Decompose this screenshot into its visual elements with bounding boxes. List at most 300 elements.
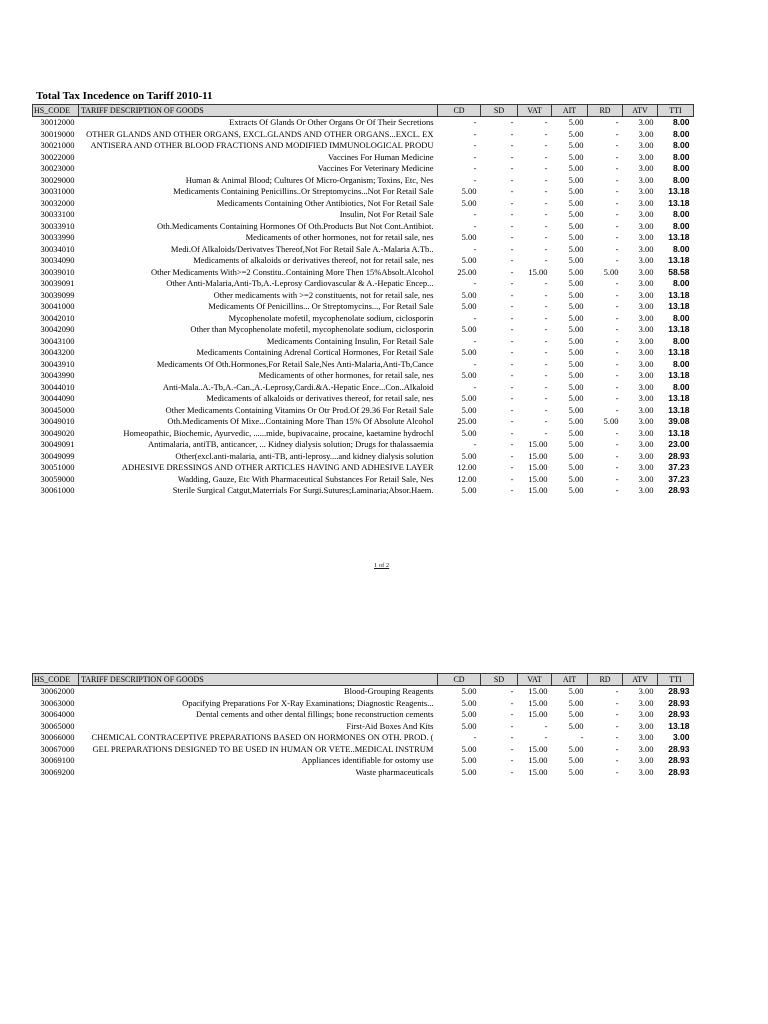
description-cell: Medicaments of other hormones, not for retail sale, nes [245,232,434,242]
atv-cell: 3.00 [638,335,654,346]
description-cell: OTHER GLANDS AND OTHER ORGANS, EXCL.GLANDS AND OTHER ORGANS...EXCL. EX [86,128,434,139]
description-cell: Opacifying Preparations For X-Ray Examinations; Diagnostic Reagents... [182,697,434,708]
hs-code-cell: 30033100 [40,209,75,219]
table-row [33,152,694,164]
description-cell: CHEMICAL CONTRACEPTIVE PREPARATIONS BASED ON HORMONES ON OTH. PROD. ( [91,732,434,742]
cd-cell: 5.00 [461,186,477,196]
table-row [33,117,694,129]
tti-cell: 8.00 [672,243,690,254]
tti-cell: 8.00 [672,220,690,231]
sd-cell: - [510,404,514,415]
description-cell: Oth.Medicaments Of Mixe...Containing More Than 15% Of Absolute Alcohol [167,416,434,426]
rd-cell: - [615,289,619,300]
ait-cell: 5.00 [568,347,584,357]
atv-cell: 3.00 [638,347,654,357]
hs-code-cell: 30063000 [40,697,75,708]
vat-cell: - [544,324,548,334]
column-header-atv: ATV [623,105,658,117]
cd-cell: - [473,209,477,219]
sd-cell: - [510,278,514,288]
rd-cell: - [615,197,619,208]
description-cell: Other than Mycophenolate mofetil, mycophenolate sodium, ciclosporin [190,324,434,334]
table-row [33,313,694,325]
column-header-rd: RD [588,105,623,117]
sd-cell: - [510,462,514,472]
table-row [33,244,694,256]
tti-cell: 8.00 [672,381,690,392]
atv-cell: 3.00 [638,186,654,196]
rd-cell: - [615,243,619,254]
cd-cell: 5.00 [461,197,477,208]
ait-cell: 5.00 [568,686,584,696]
cd-cell: 5.00 [461,427,477,438]
atv-cell: 3.00 [638,381,654,392]
ait-cell: 5.00 [568,473,584,484]
table-row [33,301,694,313]
hs-code-cell: 30019000 [40,128,75,139]
cd-cell: - [473,117,477,127]
tti-cell: 23.00 [668,439,690,449]
table-row [33,290,694,302]
rd-cell: - [615,324,619,334]
tti-cell: 37.23 [668,473,690,484]
tti-cell: 8.00 [672,140,690,150]
table-row [33,732,694,744]
rd-cell: - [615,755,619,765]
vat-cell: - [544,255,548,265]
cd-cell: 12.00 [457,462,477,472]
atv-cell: 3.00 [638,416,654,426]
column-header-sd: SD [481,674,518,686]
sd-cell: - [510,766,514,777]
hs-code-cell: 30044090 [40,393,75,403]
tti-cell: 28.93 [668,743,690,754]
vat-cell: - [544,427,548,438]
sd-cell: - [510,128,514,139]
rd-cell: - [615,766,619,777]
description-cell: GEL PREPARATIONS DESIGNED TO BE USED IN HUMAN OR VETE..MEDICAL INSTRUM [92,743,434,754]
column-header-vat: VAT [518,674,552,686]
vat-cell: - [544,301,548,311]
sd-cell: - [510,197,514,208]
rd-cell: - [615,370,619,380]
atv-cell: 3.00 [638,301,654,311]
document-title: Total Tax Incedence on Tariff 2010-11 [36,90,213,102]
vat-cell: - [544,370,548,380]
sd-cell: - [510,393,514,403]
table-row [33,186,694,198]
sd-cell: - [510,416,514,426]
table-row [33,267,694,279]
vat-cell: 15.00 [528,450,548,461]
hs-code-cell: 30069200 [40,766,75,777]
hs-code-cell: 30034010 [40,243,75,254]
atv-cell: 3.00 [638,289,654,300]
vat-cell: - [544,209,548,219]
description-cell: Other Anti-Malaria,Anti-Tb,A.-Leprosy Cardiovascular & A.-Hepatic Encep... [166,278,434,288]
description-cell: Medicaments Containing Insulin, For Retail Sale [266,335,434,346]
sd-cell: - [510,209,514,219]
sd-cell: - [510,755,514,765]
ait-cell: 5.00 [568,151,584,162]
table-row [33,709,694,721]
description-cell: Anti-Mala..A.-Tb,A.-Can.,A.-Leprosy,Cardi.&A.-Hepatic Ence...Con..Alkaloid [162,381,434,392]
tti-cell: 8.00 [672,358,690,369]
description-cell: Medicaments Of Penicillins... Or Streptomycins..., For Retail Sale [208,301,434,311]
hs-code-cell: 30034090 [40,255,75,265]
cd-cell: 5.00 [461,686,477,696]
hs-code-cell: 30049020 [40,427,75,438]
description-cell: Wadding, Gauze, Etc With Pharmaceutical Substances For Retail Sale, Nes [177,473,434,484]
hs-code-cell: 30044010 [40,381,75,392]
table-row [33,359,694,371]
table-row [33,755,694,767]
cd-cell: - [473,128,477,139]
vat-cell: - [544,404,548,415]
hs-code-cell: 30061000 [40,485,75,495]
tti-cell: 13.18 [668,197,690,208]
vat-cell: - [544,732,548,742]
rd-cell: - [615,697,619,708]
tti-cell: 8.00 [672,151,690,162]
sd-cell: - [510,266,514,277]
ait-cell: 5.00 [568,163,584,173]
atv-cell: 3.00 [638,174,654,185]
ait-cell: 5.00 [568,128,584,139]
hs-code-cell: 30039010 [40,266,75,277]
sd-cell: - [510,312,514,323]
rd-cell: - [615,709,619,719]
table-row [33,393,694,405]
rd-cell: - [615,163,619,173]
hs-code-cell: 30051000 [40,462,75,472]
sd-cell: - [510,140,514,150]
description-cell: Oth.Medicaments Containing Hormones Of Oth.Products But Not Cont.Antibiot. [157,220,434,231]
table-row [33,405,694,417]
cd-cell: 5.00 [461,324,477,334]
atv-cell: 3.00 [638,485,654,495]
hs-code-cell: 30012000 [40,117,75,127]
atv-cell: 3.00 [638,766,654,777]
cd-cell: 5.00 [461,404,477,415]
rd-cell: - [615,220,619,231]
rd-cell: - [615,301,619,311]
hs-code-cell: 30033910 [40,220,75,231]
cd-cell: 5.00 [461,755,477,765]
cd-cell: - [473,278,477,288]
hs-code-cell: 30029000 [40,174,75,185]
ait-cell: 5.00 [568,427,584,438]
sd-cell: - [510,151,514,162]
hs-code-cell: 30022000 [40,151,75,162]
tti-cell: 13.18 [668,324,690,334]
tti-cell: 13.18 [668,232,690,242]
rd-cell: - [615,186,619,196]
cd-cell: 5.00 [461,720,477,731]
vat-cell: - [544,289,548,300]
sd-cell: - [510,220,514,231]
tti-cell: 8.00 [672,335,690,346]
description-cell: Dental cements and other dental fillings; bone reconstruction cements [196,709,434,719]
ait-cell: 5.00 [568,358,584,369]
cd-cell: - [473,151,477,162]
column-header-cd: CD [438,105,481,117]
sd-cell: - [510,473,514,484]
atv-cell: 3.00 [638,232,654,242]
vat-cell: - [544,151,548,162]
sd-cell: - [510,697,514,708]
hs-code-cell: 30065000 [40,720,75,731]
vat-cell: 15.00 [528,709,548,719]
description-cell: Insulin, Not For Retail Sale [339,209,434,219]
cd-cell: 12.00 [457,473,477,484]
sd-cell: - [510,324,514,334]
table-row [33,767,694,779]
rd-cell: - [615,347,619,357]
tti-cell: 8.00 [672,209,690,219]
tti-cell: 3.00 [672,732,690,742]
vat-cell: - [544,243,548,254]
rd-cell: - [615,335,619,346]
hs-code-cell: 30041000 [40,301,75,311]
rd-cell: - [615,174,619,185]
sd-cell: - [510,174,514,185]
description-cell: Mycophenolate mofetil, mycophenolate sodium, ciclosporin [228,312,434,323]
ait-cell: 5.00 [568,140,584,150]
hs-code-cell: 30043990 [40,370,75,380]
rd-cell: - [615,151,619,162]
description-cell: First-Aid Boxes And Kits [346,720,434,731]
rd-cell: - [615,404,619,415]
cd-cell: 5.00 [461,450,477,461]
tti-cell: 28.93 [668,450,690,461]
vat-cell: 15.00 [528,686,548,696]
ait-cell: 5.00 [568,404,584,415]
sd-cell: - [510,255,514,265]
vat-cell: - [544,163,548,173]
sd-cell: - [510,686,514,696]
description-cell: Medicaments of alkaloids or derivatives thereof, not for retail sale, nes [193,255,434,265]
description-cell: Vaccines For Human Medicine [327,151,434,162]
tti-cell: 39.08 [668,416,690,426]
sd-cell: - [510,427,514,438]
cd-cell: 25.00 [457,266,477,277]
vat-cell: - [544,140,548,150]
atv-cell: 3.00 [638,709,654,719]
vat-cell: 15.00 [528,266,548,277]
ait-cell: 5.00 [568,220,584,231]
column-header-atv: ATV [623,674,658,686]
column-header-description: TARIFF DESCRIPTION OF GOODS [79,105,438,117]
column-header-description: TARIFF DESCRIPTION OF GOODS [79,674,438,686]
rd-cell: - [615,473,619,484]
tti-cell: 28.93 [668,686,690,696]
description-cell: Medicaments Containing Penicillins..Or Streptomycins...Not For Retail Sale [173,186,434,196]
vat-cell: - [544,312,548,323]
tti-cell: 13.18 [668,347,690,357]
rd-cell: - [615,427,619,438]
vat-cell: 15.00 [528,439,548,449]
sd-cell: - [510,450,514,461]
rd-cell: - [615,255,619,265]
vat-cell: 15.00 [528,766,548,777]
ait-cell: 5.00 [568,450,584,461]
description-cell: Antimalaria, antiTB, anticancer, ... Kidney dialysis solution; Drugs for thalassaemia [147,439,434,449]
table-row [33,428,694,440]
tti-cell: 13.18 [668,255,690,265]
ait-cell: 5.00 [568,197,584,208]
atv-cell: 3.00 [638,140,654,150]
vat-cell: - [544,720,548,731]
cd-cell: - [473,439,477,449]
description-cell: Medi.Of Alkaloids/Derivatves Thereof,Not For Retail Sale A.-Malaria A.Tb.. [170,243,434,254]
atv-cell: 3.00 [638,220,654,231]
ait-cell: 5.00 [568,312,584,323]
atv-cell: 3.00 [638,197,654,208]
cd-cell: 5.00 [461,301,477,311]
atv-cell: 3.00 [638,743,654,754]
tti-cell: 13.18 [668,404,690,415]
sd-cell: - [510,485,514,495]
rd-cell: - [615,720,619,731]
atv-cell: 3.00 [638,720,654,731]
atv-cell: 3.00 [638,163,654,173]
atv-cell: 3.00 [638,358,654,369]
ait-cell: 5.00 [568,462,584,472]
atv-cell: 3.00 [638,427,654,438]
description-cell: Medicaments Containing Adrenal Cortical Hormones, For Retail Sale [196,347,434,357]
ait-cell: 5.00 [568,324,584,334]
hs-code-cell: 30064000 [40,709,75,719]
table-row [33,474,694,486]
vat-cell: - [544,381,548,392]
atv-cell: 3.00 [638,439,654,449]
ait-cell: - [580,732,584,742]
cd-cell: - [473,163,477,173]
page-number: 1 of 2 [374,562,390,569]
tti-cell: 28.93 [668,485,690,495]
ait-cell: 5.00 [568,335,584,346]
cd-cell: 5.00 [461,255,477,265]
description-cell: Medicaments Of Oth.Hormones,For Retail Sale,Nes Anti-Malaria,Anti-Tb,Cance [156,358,434,369]
hs-code-cell: 30043100 [40,335,75,346]
tti-cell: 37.23 [668,462,690,472]
vat-cell: 15.00 [528,485,548,495]
description-cell: Medicaments of other hormones, for retail sale, nes [258,370,434,380]
description-cell: Waste pharmaceuticals [355,766,434,777]
rd-cell: - [615,209,619,219]
sd-cell: - [510,301,514,311]
sd-cell: - [510,163,514,173]
hs-code-cell: 30039099 [40,289,75,300]
table-row [33,744,694,756]
column-header-hs-code: HS_CODE [33,674,79,686]
column-header-rd: RD [588,674,623,686]
atv-cell: 3.00 [638,370,654,380]
tti-cell: 13.18 [668,393,690,403]
description-cell: Medicaments Containing Other Antibiotics, Not For Retail Sale [216,197,434,208]
ait-cell: 5.00 [568,301,584,311]
rd-cell: - [615,278,619,288]
atv-cell: 3.00 [638,393,654,403]
sd-cell: - [510,347,514,357]
tti-cell: 28.93 [668,697,690,708]
ait-cell: 5.00 [568,209,584,219]
description-cell: ADHESIVE DRESSINGS AND OTHER ARTICLES HAVING AND ADHESIVE LAYER [121,462,434,472]
hs-code-cell: 30049010 [40,416,75,426]
atv-cell: 3.00 [638,473,654,484]
hs-code-cell: 30062000 [40,686,75,696]
hs-code-cell: 30039091 [40,278,75,288]
rd-cell: - [615,232,619,242]
vat-cell: - [544,335,548,346]
tti-cell: 8.00 [672,312,690,323]
sd-cell: - [510,709,514,719]
column-header-cd: CD [438,674,481,686]
hs-code-cell: 30023000 [40,163,75,173]
tti-cell: 8.00 [672,174,690,185]
hs-code-cell: 30031000 [40,186,75,196]
sd-cell: - [510,243,514,254]
ait-cell: 5.00 [568,381,584,392]
atv-cell: 3.00 [638,312,654,323]
atv-cell: 3.00 [638,462,654,472]
hs-code-cell: 30049091 [40,439,75,449]
sd-cell: - [510,720,514,731]
sd-cell: - [510,381,514,392]
table-row [33,439,694,451]
description-cell: Human & Animal Blood; Cultures Of Micro-Organism; Toxins, Etc, Nes [185,174,434,185]
table-row [33,698,694,710]
table-row [33,416,694,428]
cd-cell: - [473,140,477,150]
hs-code-cell: 30043200 [40,347,75,357]
atv-cell: 3.00 [638,255,654,265]
tariff-table-page-1 [32,104,694,497]
rd-cell: - [615,485,619,495]
vat-cell: - [544,128,548,139]
ait-cell: 5.00 [568,743,584,754]
ait-cell: 5.00 [568,266,584,277]
ait-cell: 5.00 [568,439,584,449]
description-cell: Sterile Surgical Catgut,Materrials For Surgi.Sutures;Laminaria;Absor.Haem. [172,485,434,495]
table-row [33,163,694,175]
tti-cell: 58.58 [668,266,690,277]
table-row [33,721,694,733]
sd-cell: - [510,370,514,380]
description-cell: Other(excl.anti-malaria, anti-TB, anti-leprosy....and kidney dialysis solution [175,450,434,461]
ait-cell: 5.00 [568,255,584,265]
description-cell: Homeopathic, Biochemic, Ayurvedic, ......mide, bupivacaine, procaine, kaetamine hydrochl [123,427,434,438]
table-row [33,485,694,497]
ait-cell: 5.00 [568,393,584,403]
atv-cell: 3.00 [638,243,654,254]
table-row [33,370,694,382]
vat-cell: - [544,416,548,426]
ait-cell: 5.00 [568,186,584,196]
rd-cell: - [615,358,619,369]
sd-cell: - [510,358,514,369]
cd-cell: - [473,312,477,323]
tariff-table-page-2 [32,673,694,778]
column-header-ait: AIT [552,105,588,117]
cd-cell: 5.00 [461,709,477,719]
vat-cell: - [544,278,548,288]
tti-cell: 13.18 [668,301,690,311]
cd-cell: - [473,174,477,185]
sd-cell: - [510,232,514,242]
tti-cell: 8.00 [672,278,690,288]
